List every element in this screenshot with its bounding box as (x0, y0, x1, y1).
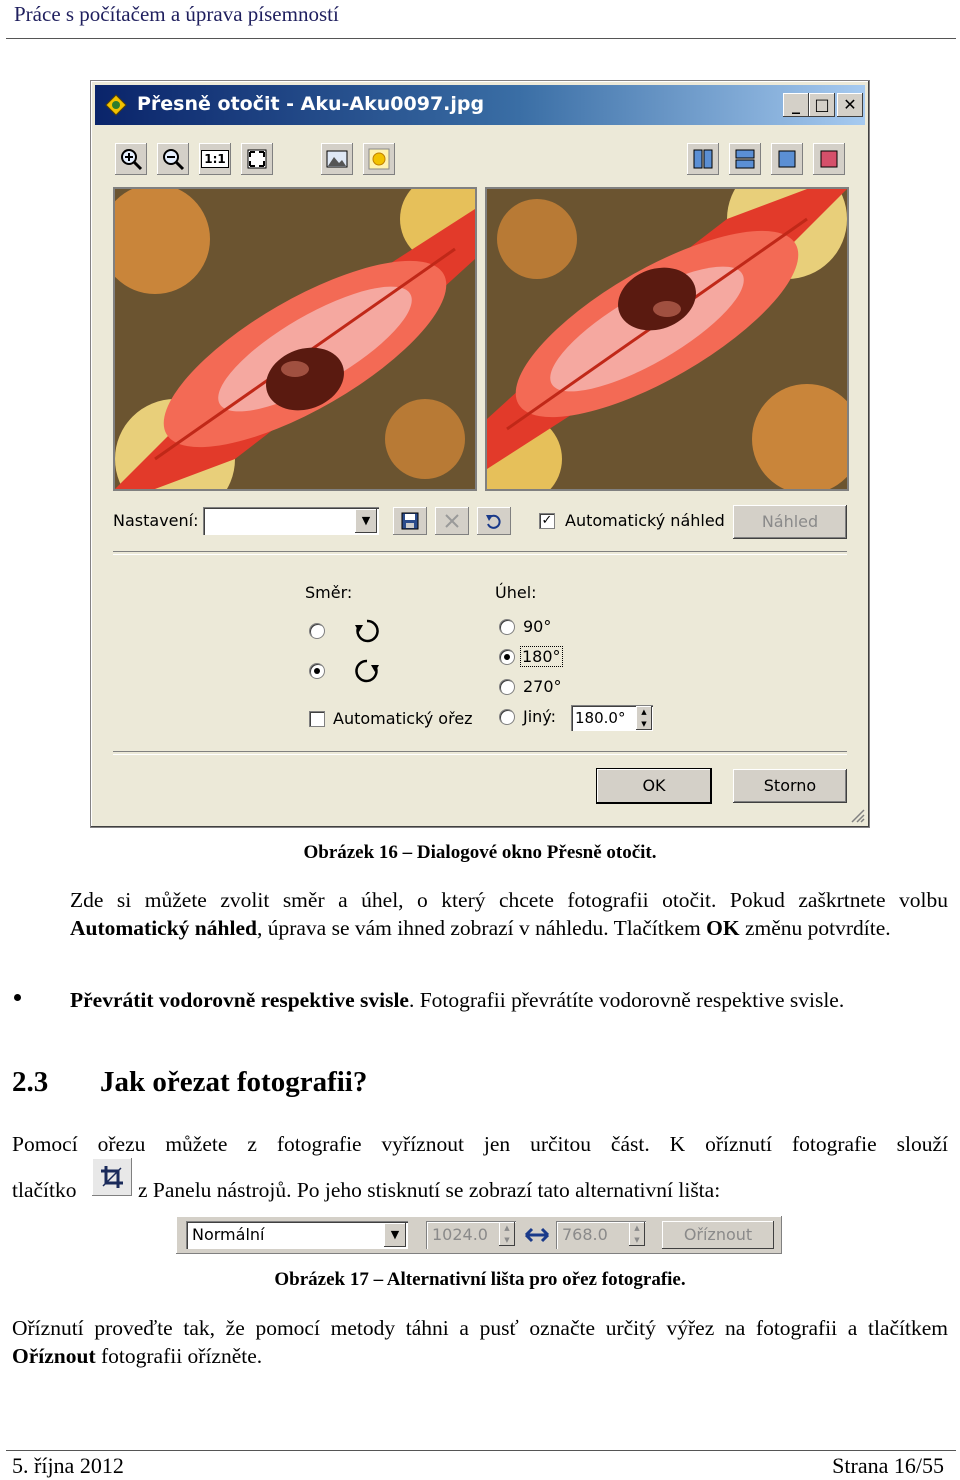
bold-text: Automatický náhled (70, 916, 257, 940)
section-number: 2.3 (12, 1066, 49, 1098)
settings-label: Nastavení: (113, 511, 199, 530)
crop-tool-button (92, 1158, 132, 1196)
custom-angle-input[interactable] (571, 705, 653, 731)
paragraph-text: tlačítko (12, 1178, 77, 1202)
split-horizontal-icon (733, 147, 757, 171)
direction-label: Směr: (305, 583, 353, 602)
resize-grip-icon[interactable] (849, 807, 865, 823)
maximize-button[interactable]: □ (809, 93, 835, 117)
sun-icon (367, 147, 391, 171)
rotate-dialog (90, 80, 870, 828)
text: změnu potvrdíte. (739, 916, 891, 940)
brightness-button[interactable] (363, 143, 395, 175)
crop-height-input[interactable] (556, 1221, 646, 1249)
chevron-down-icon[interactable]: ▼ (384, 1223, 406, 1247)
angle-custom-label: Jiný: (523, 707, 556, 726)
crop-icon (98, 1163, 126, 1191)
angle-90-radio[interactable] (499, 619, 515, 635)
auto-crop-label: Automatický ořez (333, 709, 473, 728)
section-title: Jak ořezat fotografii? (100, 1066, 368, 1098)
bold-text: Převrátit vodorovně respektive svisle (70, 988, 409, 1012)
angle-180-radio[interactable] (499, 649, 515, 665)
custom-angle-value: 180.0° (575, 709, 626, 727)
original-preview (113, 187, 477, 491)
text: Zde si můžete zvolit směr a úhel, o který chcete fotografii otočit. Pokud zaškrtnete volbu (70, 888, 948, 912)
delete-icon (442, 511, 462, 531)
rotate-clockwise-icon (353, 617, 381, 645)
landscape-icon (325, 147, 349, 171)
single-view-icon (775, 147, 799, 171)
minimize-button[interactable]: _ (783, 93, 809, 117)
split-horizontal-button[interactable] (729, 143, 761, 175)
footer-rule (6, 1450, 956, 1451)
divider (113, 751, 847, 755)
direction-clockwise-radio[interactable] (309, 623, 325, 639)
text: . Fotografii převrátíte vodorovně respektive svisle. (408, 988, 845, 1012)
split-vertical-icon (691, 147, 715, 171)
fit-window-button[interactable] (241, 143, 273, 175)
undo-button[interactable] (477, 507, 511, 535)
divider (113, 551, 847, 555)
angle-180-label: 180° (522, 647, 561, 666)
single-view-button[interactable] (771, 143, 803, 175)
figure-caption: Obrázek 16 – Dialogové okno Přesně otočit. (303, 842, 657, 863)
fit-window-icon (245, 147, 269, 171)
height-spinner[interactable]: ▲ ▼ (629, 1222, 645, 1246)
auto-preview-label: Automatický náhled (565, 511, 725, 530)
floppy-disk-icon (400, 511, 420, 531)
auto-crop-checkbox[interactable] (309, 711, 325, 727)
angle-custom-radio[interactable] (499, 709, 515, 725)
footer-date: 5. října 2012 (12, 1453, 124, 1478)
autumn-leaf-photo-rotated (487, 189, 847, 489)
bold-text: OK (706, 916, 740, 940)
rotated-preview (485, 187, 849, 491)
swap-dimensions-icon[interactable] (524, 1225, 550, 1245)
angle-270-radio[interactable] (499, 679, 515, 695)
dialog-titlebar (95, 85, 865, 125)
crop-button[interactable]: Oříznout (662, 1221, 774, 1249)
preview-button[interactable]: Náhled (733, 505, 847, 539)
crop-mode-value: Normální (192, 1225, 265, 1244)
crop-toolbar (176, 1216, 782, 1254)
crop-width-value: 1024.0 (432, 1225, 488, 1244)
save-settings-button[interactable] (393, 507, 427, 535)
section-heading (12, 1066, 367, 1099)
actual-size-button[interactable] (199, 143, 231, 175)
landscape-button[interactable] (321, 143, 353, 175)
zoom-in-icon (119, 147, 143, 171)
crop-width-input[interactable] (426, 1221, 516, 1249)
paragraph (70, 886, 948, 942)
settings-combo[interactable] (203, 507, 379, 535)
zoom-out-icon (161, 147, 185, 171)
close-button[interactable]: ✕ (837, 93, 863, 117)
chevron-down-icon[interactable]: ▼ (355, 509, 377, 533)
bullet-item (70, 986, 948, 1014)
text: Oříznutí proveďte tak, že pomocí metody táhni a pusť označte určitý výřez na fotografii a tlačítkem (12, 1316, 948, 1340)
split-vertical-button[interactable] (687, 143, 719, 175)
undo-icon (484, 511, 504, 531)
zoom-in-button[interactable] (115, 143, 147, 175)
document-header: Práce s počítačem a úprava písemností (14, 2, 339, 26)
autumn-leaf-photo (115, 189, 475, 489)
original-view-icon (817, 147, 841, 171)
auto-preview-checkbox[interactable]: ✓ (539, 513, 555, 529)
header-rule (6, 38, 956, 39)
actual-size-icon: 1:1 (201, 150, 229, 168)
crop-height-value: 768.0 (562, 1225, 608, 1244)
paragraph-line: Pomocí ořezu můžete z fotografie vyříznout jen určitou část. K oříznutí fotografie slouží (12, 1132, 948, 1156)
paragraph (12, 1314, 948, 1370)
cancel-button[interactable]: Storno (733, 769, 847, 803)
app-icon (105, 94, 127, 116)
angle-90-label: 90° (523, 617, 552, 636)
zoom-out-button[interactable] (157, 143, 189, 175)
direction-counterclockwise-radio[interactable] (309, 663, 325, 679)
rotate-counterclockwise-icon (353, 657, 381, 685)
angle-270-label: 270° (523, 677, 562, 696)
width-spinner[interactable]: ▲ ▼ (499, 1222, 515, 1246)
figure-caption: Obrázek 17 – Alternativní lišta pro ořez fotografie. (274, 1269, 686, 1290)
text: fotografii ořízněte. (95, 1344, 263, 1368)
text: , úprava se vám ihned zobrazí v náhledu. Tlačítkem (256, 916, 707, 940)
bullet-icon (14, 994, 21, 1001)
page-number: Strana 16/55 (832, 1453, 944, 1478)
delete-settings-button[interactable] (435, 507, 469, 535)
ok-button[interactable]: OK (597, 769, 711, 803)
original-view-button[interactable] (813, 143, 845, 175)
crop-mode-combo[interactable] (186, 1221, 408, 1249)
angle-spinner[interactable]: ▲ ▼ (636, 706, 652, 730)
dialog-title: Přesně otočit - Aku-Aku0097.jpg (137, 93, 485, 115)
paragraph-text: z Panelu nástrojů. Po jeho stisknutí se zobrazí tato alternativní lišta: (138, 1178, 721, 1202)
angle-label: Úhel: (495, 583, 537, 602)
bold-text: Oříznout (12, 1344, 96, 1368)
